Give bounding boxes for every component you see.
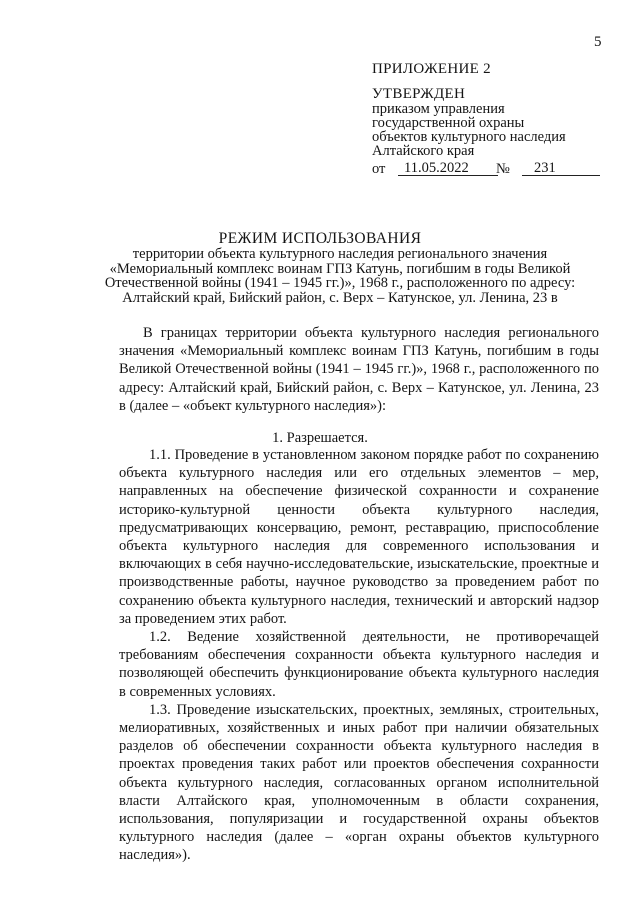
order-line: объектов культурного наследия: [372, 129, 566, 145]
item-paragraph: 1.2. Ведение хозяйственной деятельности, не противоречащей требованиям обеспечения сохранности объекта культурного наследия и позволяющей обеспечить функционирование объекта культурного наследия в современных условиях.: [119, 629, 599, 700]
permitted-items: [119, 446, 599, 865]
annex-label: ПРИЛОЖЕНИЕ 2: [372, 61, 491, 77]
intro-section: [119, 324, 599, 415]
order-number-sign: №: [496, 161, 510, 177]
order-reference: [372, 159, 612, 179]
approval-block: [372, 60, 612, 179]
order-date-prefix: от: [372, 161, 386, 177]
order-number: 231: [534, 160, 556, 176]
page-number: 5: [594, 34, 602, 50]
intro-paragraph: В границах территории объекта культурного наследия регионального значения «Мемориальный комплекс воинам ГПЗ Катунь, погибшим в годы Великой Отечественной войны (1941 – 1945 гг.)», 1968 г., расположенного по адресу: Алтайский край, Бийский район, с. Верх – Катунское, ул. Ленина, 23 в (далее – «объект культурного наследия»):: [119, 325, 599, 414]
section-title: 1. Разрешается.: [272, 430, 368, 446]
order-date: 11.05.2022: [404, 160, 469, 176]
order-line: приказом управления: [372, 101, 505, 117]
document-subtitle: территории объекта культурного наследия регионального значения «Мемориальный комплекс воинам ГПЗ Катунь, погибшим в годы Великой Отечественной войны (1941 – 1945 гг.)», 1968 г., расположенного по адресу: Алтайский край, Бийский район, с. Верх – Катунское, ул. Ленина, 23 в: [104, 246, 576, 306]
item-paragraph: 1.1. Проведение в установленном законом порядке работ по сохранению объекта культурного наследия или его отдельных элементов – мер, направленных на обеспечение физической сохранности и сохранение историко-культурной ценности объекта культурного наследия, предусматривающих консервацию, ремонт, реставрацию, приспособление объекта культурного наследия для современного использования и включающих в себя научно-исследовательские, изыскательские, проектные и производственные работы, научное руководство за проведением работ по сохранению объекта культурного наследия, технический и авторский надзор за проведением этих работ.: [119, 447, 599, 627]
document-title: РЕЖИМ ИСПОЛЬЗОВАНИЯ: [218, 230, 422, 247]
order-line: Алтайского края: [372, 143, 475, 159]
order-line: государственной охраны: [372, 115, 525, 131]
item-paragraph: 1.3. Проведение изыскательских, проектных, земляных, строительных, мелиоративных, хозяйственных и иных работ при наличии обязательных разделов об обеспечении сохранности объекта культурного наследия в проектах проведения таких работ или проектов обеспечения сохранности объекта культурного наследия, согласованных органом исполнительной власти Алтайского края, уполномоченным в области сохранения, использования, популяризации и государственной охраны объектов культурного наследия (далее – «орган охраны объектов культурного наследия»).: [119, 701, 599, 864]
approved-label: УТВЕРЖДЕН: [372, 86, 466, 102]
